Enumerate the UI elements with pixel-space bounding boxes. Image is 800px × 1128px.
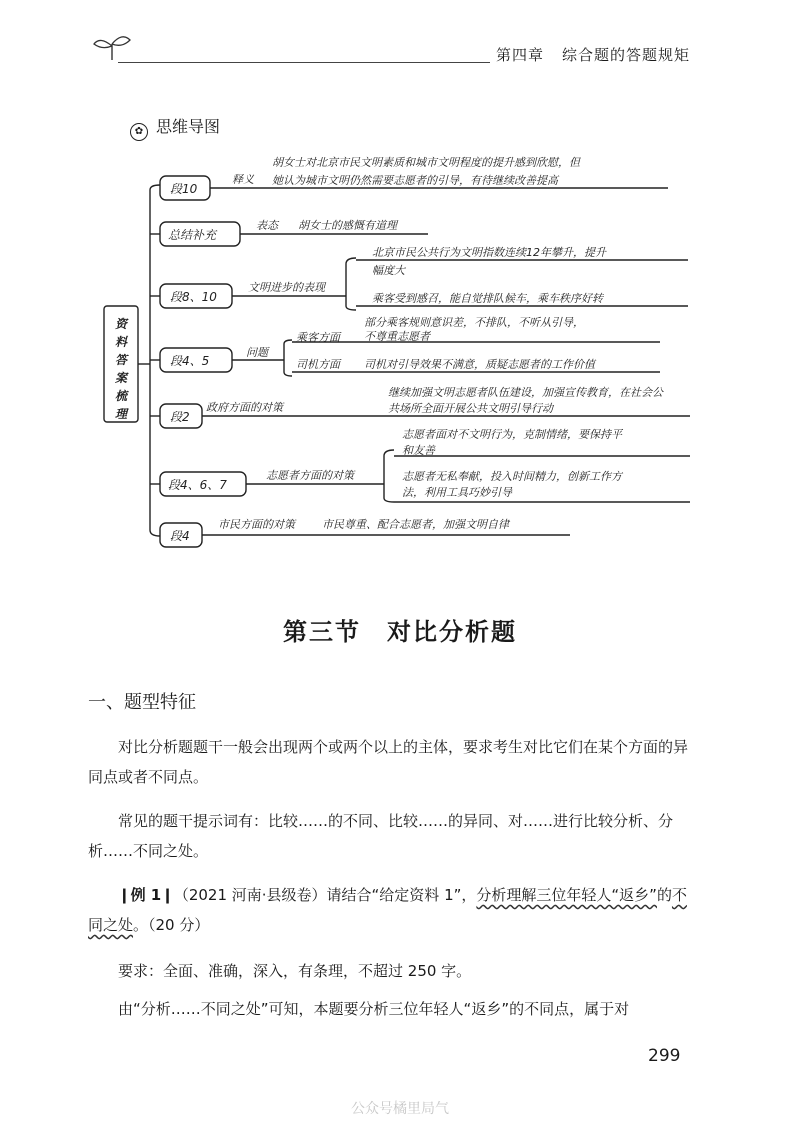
branch-6-leaf-3: 志愿者无私奉献，投入时间精力，创新工作方 [402,470,622,483]
example-score: 。（20 分） [133,916,210,934]
branch-label-2: 总结补充 [168,228,217,242]
branch-3-leaf-2: 幅度大 [372,264,405,277]
mind-map [0,0,800,560]
example-tag: ❙例 1❙ [118,886,174,904]
example-tag-text: 例 1 [130,886,162,904]
branch-6-sub: 志愿者方面的对策 [266,469,354,482]
branch-label-6: 段4、6、7 [168,478,227,492]
paragraph-analysis: 由“分析……不同之处”可知，本题要分析三位年轻人“返乡”的不同点，属于对 [118,1000,630,1018]
mindmap-root-label: 资料答案梳理 [114,317,128,421]
example-source: （2021 河南·县级卷）请结合“给定资料 1”， [173,886,477,904]
branch-4-child-1-sub: 乘客方面 [296,331,340,344]
branch-5-text-2: 共场所全面开展公共文明引导行动 [388,402,553,415]
branch-label-1: 段10 [170,182,198,196]
paragraph-2: 常见的题干提示词有：比较……的不同、比较……的异同、对……进行比较分析、分析……不同之处。 [88,812,674,860]
branch-2-text-1: 胡女士的感慨有道理 [298,219,397,232]
branch-4-child-1-text-1: 部分乘客规则意识差，不排队，不听从引导， [364,316,584,329]
branch-2-sub: 表态 [256,219,278,232]
watermark: 公众号橘里局气 [351,1101,449,1117]
branch-3-sub: 文明进步的表现 [248,281,325,294]
example-emphasis-1: 分析理解三位年轻人“返乡” [476,886,657,904]
branch-1-text-2: 她认为城市文明仍然需要志愿者的引导，有待继续改善提高 [272,174,558,187]
branch-7-sub: 市民方面的对策 [218,518,295,531]
branch-1-text-1: 胡女士对北京市民文明素质和城市文明程度的提升感到欣慰，但 [272,156,580,169]
paragraph-requirements: 要求：全面、准确，深入，有条理，不超过 250 字。 [118,962,472,980]
branch-6-leaf-1: 志愿者面对不文明行为，克制情绪，要保持平 [402,428,622,441]
branch-5-sub: 政府方面的对策 [206,401,283,414]
star-badge-icon: ✿ [130,123,148,141]
branch-4-child-2-sub: 司机方面 [296,358,340,371]
page-number: 299 [648,1046,681,1066]
subheading: 一、题型特征 [88,692,196,713]
paragraph-1: 对比分析题题干一般会出现两个或两个以上的主体，要求考生对比它们在某个方面的异同点或者不同点。 [88,738,689,786]
branch-3-leaf-1: 北京市民公共行为文明指数连续12年攀升，提升 [372,246,606,259]
section-number: 第三节 [283,618,361,646]
branch-4-child-2-text-1: 司机对引导效果不满意，质疑志愿者的工作价值 [364,358,595,371]
example-emphasis-2: 不同之处 [88,886,687,934]
branch-4-child-1-text-2: 不尊重志愿者 [364,330,430,343]
branch-label-5: 段2 [170,410,190,424]
header-chapter: 第四章 [496,46,545,64]
branch-6-leaf-4: 法，利用工具巧妙引导 [402,486,512,499]
branch-5-text-1: 继续加强文明志愿者队伍建设，加强宣传教育，在社会公 [388,386,663,399]
section-label-text: 思维导图 [156,117,221,136]
branch-6-leaf-2: 和友善 [402,444,435,457]
header-chapter-title: 综合题的答题规矩 [562,46,691,64]
paragraph-example [88,880,700,940]
branch-label-3: 段8、10 [170,290,217,304]
branch-3-leaf-3: 乘客受到感召，能自觉排队候车，乘车秩序好转 [372,292,603,305]
branch-7-text-1: 市民尊重、配合志愿者，加强文明自律 [322,518,509,531]
branch-label-4: 段4、5 [170,354,210,368]
example-connector: 的 [656,886,672,904]
branch-4-sub: 问题 [246,346,268,359]
branch-label-7: 段4 [170,529,190,543]
branch-1-sub: 释义 [232,173,254,186]
section-title [0,612,800,647]
section-name: 对比分析题 [387,618,517,646]
